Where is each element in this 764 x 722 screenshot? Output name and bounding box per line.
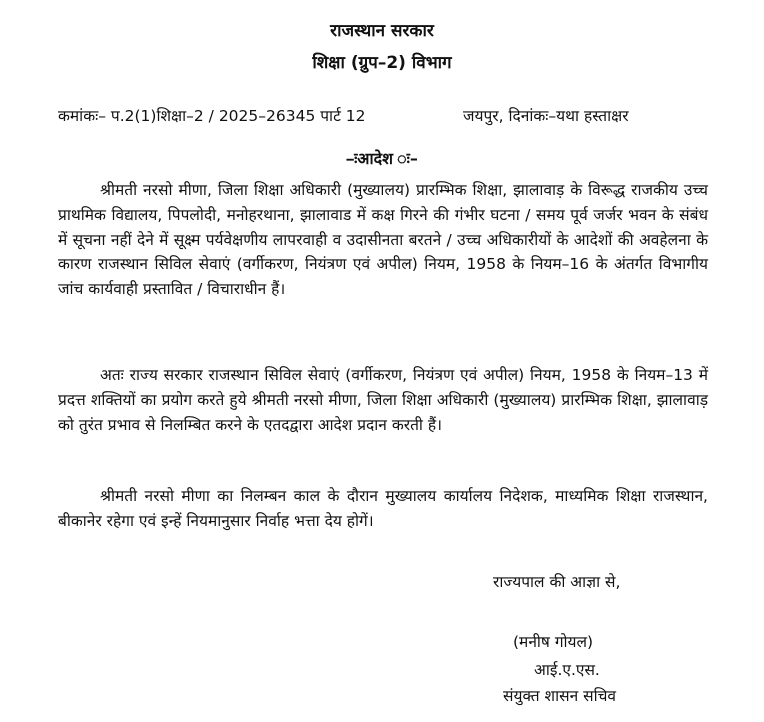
reference-line [58, 104, 710, 126]
signatory-name: (मनीष गोयल) [513, 633, 594, 651]
paragraph-3: श्रीमती नरसो मीणा का निलम्बन काल के दौरान मुख्यालय कार्यालय निदेशक, माध्यमिक शिक्षा राजस्थान, बीकानेर रहेगा एवं इन्हें नियमानुसार निर्वाह भत्ता देय होगें। [58, 487, 708, 530]
place-date: जयपुर, दिनांकः–यथा हस्ताक्षर [463, 107, 629, 125]
paragraph-2: अतः राज्य सरकार राजस्थान सिविल सेवाएं (वर्गीकरण, नियंत्रण एवं अपील) नियम, 1958 के नियम–13 में प्रदत्त शक्तियों का प्रयोग करते हुये श्रीमती नरसो मीणा, जिला शिक्षा अधिकारी (मुख्यालय) प्रारम्भिक शिक्षा, झालावाड़ को तुरंत प्रभाव से निलम्बित करने के एतदद्वारा आदेश प्रदान करती हैं। [58, 366, 708, 434]
department-heading: शिक्षा (ग्रुप–2) विभाग [312, 53, 452, 73]
by-order-of-governor: राज्यपाल की आज्ञा से, [493, 573, 621, 591]
order-title: –ःआदेश ः– [346, 149, 418, 168]
signatory-service: आई.ए.एस. [534, 661, 600, 679]
government-heading: राजस्थान सरकार [330, 21, 434, 41]
reference-number: कमांकः– प.2(1)शिक्षा–2 / 2025–26345 पार्ट 12 [58, 107, 366, 125]
signatory-designation: संयुक्त शासन सचिव [503, 687, 617, 705]
paragraph-1: श्रीमती नरसो मीणा, जिला शिक्षा अधिकारी (मुख्यालय) प्रारम्भिक शिक्षा, झालावाड़ के विरूद्ध राजकीय उच्च प्राथमिक विद्यालय, पिपलोदी, मनोहरथाना, झालावाड में कक्ष गिरने की गंभीर घटना / समय पूर्व जर्जर भवन के संबंध में सूचना नहीं देने में सूक्ष्म पर्यवेक्षणीय लापरवाही व उदासीनता बरतने / उच्च अधिकारीयों के आदेशों की अवहेलना के कारण राजस्थान सिविल सेवाएं (वर्गीकरण, नियंत्रण एवं अपील) नियम, 1958 के नियम–16 के अंतर्गत विभागीय जांच कार्यवाही प्रस्तावित / विचाराधीन हैं। [58, 181, 708, 299]
